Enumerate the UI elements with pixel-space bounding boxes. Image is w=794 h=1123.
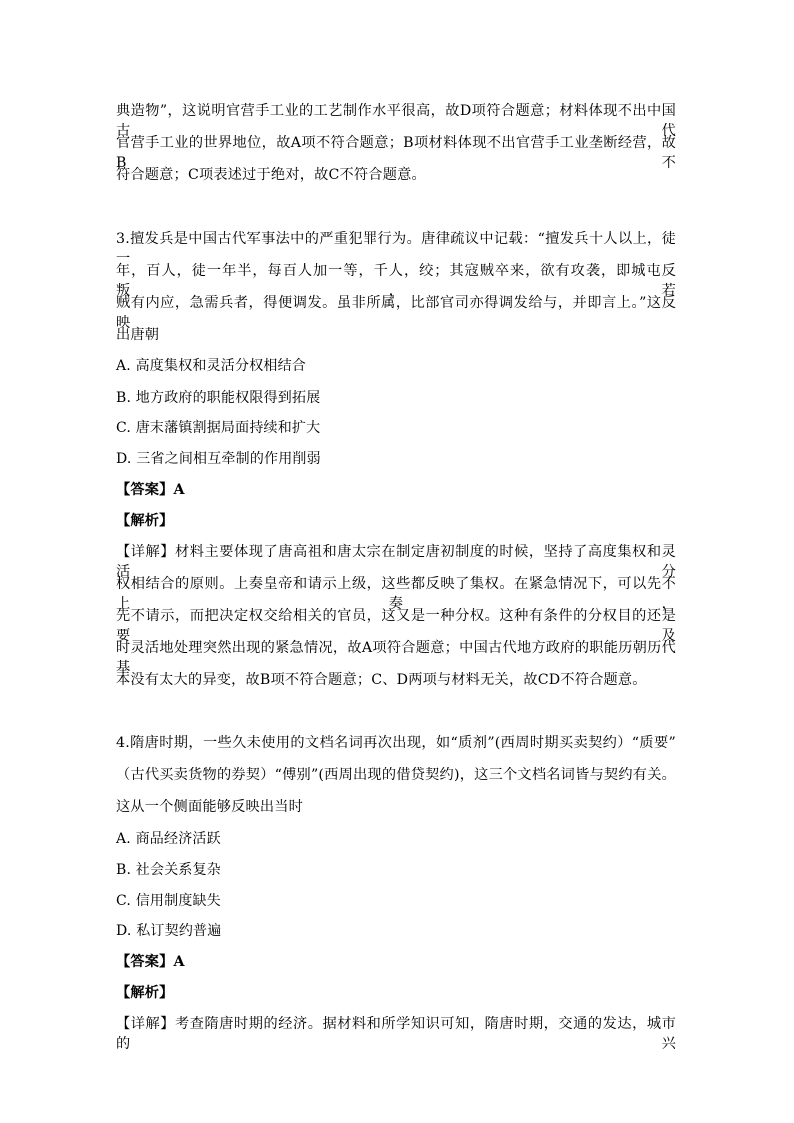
question-3-option-a: A. 高度集权和灵活分权相结合	[116, 358, 307, 374]
question-3-stem-line: 3.擅发兵是中国古代军事法中的严重犯罪行为。唐律疏议中记载：“擅发兵十人以上，徒一	[116, 231, 676, 267]
question-3-option-d: D. 三省之间相互牵制的作用削弱	[116, 451, 321, 467]
question-3-detail-line: 先不请示，而把决定权交给相关的官员，这又是一种分权。这种有条件的分权目的还是要及	[116, 608, 676, 644]
question-4-answer: 【答案】A	[116, 954, 185, 970]
question-4-stem-line: 4.隋唐时期，一些久未使用的文档名词再次出现，如“质剂”(西周时期买卖契约）“质要”	[116, 735, 676, 751]
question-3-detail-line: 时灵活地处理突然出现的紧急情况，故A项符合题意；中国古代地方政府的职能历朝历代基	[116, 640, 676, 676]
question-3-detail-line: 本没有太大的异变，故B项不符合题意；C、D两项与材料无关，故CD不符合题意。	[116, 672, 647, 688]
question-3-stem-line: 贼有内应，急需兵者，得便调发。虽非所属，比部官司亦得调发给与，并即言上。”这反映	[116, 295, 676, 331]
question-4-option-a: A. 商品经济活跃	[116, 831, 221, 847]
question-4-option-b: B. 社会关系复杂	[116, 862, 221, 878]
question-3-option-b: B. 地方政府的职能权限得到拓展	[116, 390, 321, 406]
prev-analysis-line: 典造物”，这说明官营手工业的工艺制作水平很高，故D项符合题意；材料体现不出中国古代	[116, 103, 676, 139]
question-4-stem-line: 这从一个侧面能够反映出当时	[116, 799, 304, 815]
question-3-answer: 【答案】A	[116, 482, 185, 498]
question-4-stem-line: （古代买卖货物的券契）“傅别”(西周出现的借贷契约)，这三个文档名词皆与契约有关。	[116, 767, 676, 783]
question-4-detail-line: 【详解】考查隋唐时期的经济。据材料和所学知识可知，隋唐时期，交通的发达，城市的兴	[116, 1016, 676, 1052]
question-4-option-c: C. 信用制度缺失	[116, 893, 221, 909]
question-3-stem-line: 出唐朝	[116, 327, 160, 343]
prev-analysis-line: 官营手工业的世界地位，故A项不符合题意；B项材料体现不出官营手工业垄断经营，故B不	[116, 135, 676, 171]
question-3-analysis-label: 【解析】	[116, 513, 174, 529]
question-4-option-d: D. 私订契约普遍	[116, 923, 222, 939]
question-3-detail-line: 【详解】材料主要体现了唐高祖和唐太宗在制定唐初制度的时候，坚持了高度集权和灵活分	[116, 544, 676, 580]
question-3-option-c: C. 唐末藩镇割据局面持续和扩大	[116, 420, 321, 436]
question-3-stem-line: 年，百人，徒一年半，每百人加一等，千人，绞；其寇贼卒来，欲有攻袭，即城屯反叛，若	[116, 263, 676, 299]
question-4-analysis-label: 【解析】	[116, 985, 174, 1001]
question-3-detail-line: 权相结合的原则。上奏皇帝和请示上级，这些都反映了集权。在紧急情况下，可以先不上奏，	[116, 576, 676, 612]
prev-analysis-line: 符合题意；C项表述过于绝对，故C不符合题意。	[116, 167, 426, 183]
